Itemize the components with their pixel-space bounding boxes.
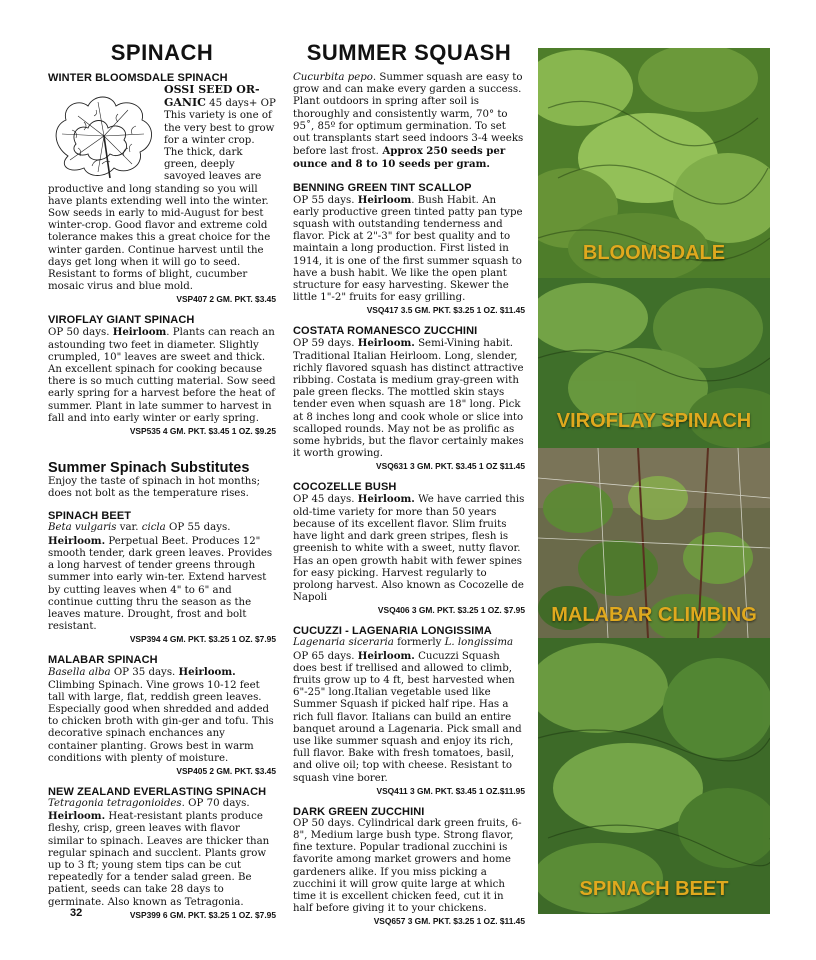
- photo-label: BLOOMSDALE: [582, 242, 726, 264]
- variety-description: OP 59 days. Heirloom. Semi-Vining habit. Traditional Italian Heirloom. Long, slender, richly flavored squash has distinct attractive ribbing. Costata is medium gray-green with pale green flecks. The mottled skin stays tender even when squash are 18" long. Pick at 8 inches long and cook whole or slice into scalloped rounds. May not be as prolific as some hybrids, but the flavor certainly makes it worth growing.: [293, 337, 524, 460]
- spinach-beet-entry: [48, 510, 276, 644]
- viroflay-photo: [538, 278, 770, 448]
- spinach-sketch-illustration: [48, 86, 160, 182]
- sku-price: VSQ631 3 GM. PKT. $3.45 1 OZ $11.45: [376, 461, 525, 472]
- malabar-entry: [48, 654, 276, 776]
- cucuzzi-entry: [293, 625, 525, 795]
- malabar-photo: [538, 448, 770, 638]
- variety-title: SPINACH BEET: [48, 510, 132, 523]
- sku-price: VSQ417 3.5 GM. PKT. $3.25 1 OZ. $11.45: [366, 305, 525, 316]
- substitutes-section: [48, 460, 276, 500]
- sku-price: VSP394 4 GM. PKT. $3.25 1 OZ. $7.95: [129, 634, 276, 645]
- viroflay-entry: [48, 314, 276, 436]
- variety-title: NEW ZEALAND EVERLASTING SPINACH: [48, 785, 267, 798]
- variety-description: OP 55 days. Heirloom. Bush Habit. An early productive green tinted patty pan type squash with outstanding tenderness and flavor. Pick at 2"-3" for best quality and to maintain a long production. First listed in 1914, it is one of the first summer squash to have a bush habit. We like the open plant structure for easy harvesting. Skewer the little 1"-2" fruits for easy grilling.: [293, 193, 523, 304]
- photo-label: MALABAR CLIMBING: [551, 604, 757, 626]
- variety-description: Tetragonia tetragonioides. OP 70 days. Heirloom. Heat-resistant plants produce fleshy, crisp, green leaves with flavor similar to spinach. Leaves are thicker than regular spinach and succlent. Plants grow up to 3 ft; young stem tips can be cut repeatedly for a tender salad green. Be patient, seeds can take 28 days to germinate. Also known as Tetragonia.: [48, 797, 270, 908]
- benning-entry: [293, 182, 525, 316]
- middle-column: [293, 40, 525, 936]
- page-number: 32: [70, 907, 83, 919]
- variety-title: COCOZELLE BUSH: [293, 481, 397, 494]
- variety-title: VIROFLAY GIANT SPINACH: [48, 314, 195, 327]
- section-heading: Summer Spinach Substitutes: [48, 460, 250, 477]
- left-column: [48, 40, 276, 930]
- variety-title: BENNING GREEN TINT SCALLOP: [293, 181, 472, 194]
- variety-title: MALABAR SPINACH: [48, 654, 158, 667]
- photo-column: [538, 48, 770, 914]
- spinach-beet-photo: [538, 638, 770, 914]
- variety-description: Lagenaria siceraria formerly L. longissima OP 65 days. Heirloom. Cucuzzi Squash does best if trellised and allowed to climb, fruits grow up to 4 ft, best harvested when 6"-25" long.Italian vegetable used like Summer Squash if picked half ripe. Has a rich full flavor. Italians can build an entire banquet around a Lagenaria. Pick small and use like summer squash and enjoy its rich, full flavor. Bake with fresh tomatoes, basil, and olive oil; top with cheese. Resistant to squash vine borer.: [293, 637, 522, 784]
- variety-title: WINTER BLOOMSDALE SPINACH: [48, 72, 228, 84]
- cocozelle-entry: [293, 481, 525, 615]
- variety-description: OP 50 days. Heirloom. Plants can reach an astounding two feet in diameter. Slightly crumpled, 10" leaves are sweet and thick. An excellent spinach for cooking because there is so much cutting material. Sow seed early spring for a harvest before the heat of summer. Plant in late summer to harvest in fall and into early winter or early spring.: [48, 326, 276, 424]
- new-zealand-entry: [48, 786, 276, 920]
- variety-title: COSTATA ROMANESCO ZUCCHINI: [293, 325, 478, 338]
- sku-price: VSQ406 3 GM. PKT. $3.25 1 OZ. $7.95: [377, 605, 525, 616]
- costata-entry: [293, 325, 525, 471]
- sku-price: VSP535 4 GM. PKT. $3.45 1 OZ. $9.25: [129, 426, 276, 437]
- photo-label: VIROFLAY SPINACH: [556, 410, 752, 432]
- bloomsdale-photo: [538, 48, 770, 278]
- sku-price: VSQ411 3 GM. PKT. $3.45 1 OZ.$11.95: [376, 785, 525, 796]
- summer-squash-heading: SUMMER SQUASH: [306, 40, 512, 65]
- variety-description: Beta vulgaris var. cicla OP 55 days. Heirloom. Perpetual Beet. Produces 12" smooth tender, dark green leaves. Provides a long harvest of tender greens through summer into early win-ter. Extend harvest by cutting leaves when 4" to 6" and continue cutting thru the season as the leaves mature. Drought, frost and bolt resistant.: [48, 522, 273, 633]
- sku-price: VSP407 2 GM. PKT. $3.45: [176, 294, 276, 305]
- spinach-heading: SPINACH: [110, 40, 214, 65]
- spinach-beet-leaf-image: [538, 638, 770, 914]
- variety-title: CUCUZZI - LAGENARIA LONGISSIMA: [293, 625, 492, 638]
- variety-description: OP 45 days. Heirloom. We have carried this old-time variety for more than 50 years because of its excellent flavor. Slim fruits have light and dark green stripes, flesh is greenish to white with a sweet, nutty flavor. Has an open growth habit with fewer spines for easy picking. Harvest regularly to prolong harvest. Also known as Cocozelle de Napoli: [293, 493, 525, 604]
- dark-green-zucchini-entry: [293, 806, 525, 927]
- variety-description: Basella alba OP 35 days. Heirloom. Climbing Spinach. Vine grows 10-12 feet tall with large, flat, reddish green leaves. Especially good when shredded and added to chicken broth with gin-ger and tofu. This decorative spinach enchances any container planting. Grows best in warm conditions with plenty of moisture.: [48, 666, 274, 764]
- winter-bloomsdale-entry: [48, 72, 276, 304]
- sku-price: VSP399 6 GM. PKT. $3.25 1 OZ. $7.95: [129, 909, 276, 920]
- section-intro: Enjoy the taste of spinach in hot months; does not bolt as the temperature rises.: [48, 476, 261, 500]
- sku-price: VSP405 2 GM. PKT. $3.45: [176, 765, 276, 776]
- squash-intro: Cucurbita pepo. Summer squash are easy to grow and can make every garden a success. Plant outdoors in spring after soil is thoroughly and consistently warm, 70° to 95˚, 85º for optimum germination. To set out transplants start seed indoors 3-4 weeks before last frost. Approx 250 seeds per ounce and 8 to 10 seeds per gram.: [293, 72, 524, 171]
- sku-price: VSQ657 3 GM. PKT. $3.25 1 OZ. $11.45: [373, 916, 525, 927]
- variety-description: OSSI SEED OR- GANIC 45 days+ OP This variety is one of the very best to grow for a winter crop. The thick, dark green, deeply savoyed leaves are productive and long standing so you will have plants extending well into the winter. Sow seeds in early to mid-August for best winter-crop. Good flavor and extreme cold tolerance makes this a great choice for the winter garden. Continue harvest until the days get long when it will go to seed. Resistant to forms of blight, cucumber mosaic virus and blue mold.: [48, 83, 276, 293]
- variety-description: OP 50 days. Cylindrical dark green fruits, 6-8", Medium large bush type. Strong flavor, fine texture. Popular tradional zucchini is favorite among market growers and home gardeners alike. If you miss picking a zucchini it will grow quite large at which time it is excellent chicken feed, cut it in half before giving it to your chickens.: [293, 817, 522, 915]
- photo-label: SPINACH BEET: [579, 878, 729, 900]
- variety-title: DARK GREEN ZUCCHINI: [293, 805, 425, 818]
